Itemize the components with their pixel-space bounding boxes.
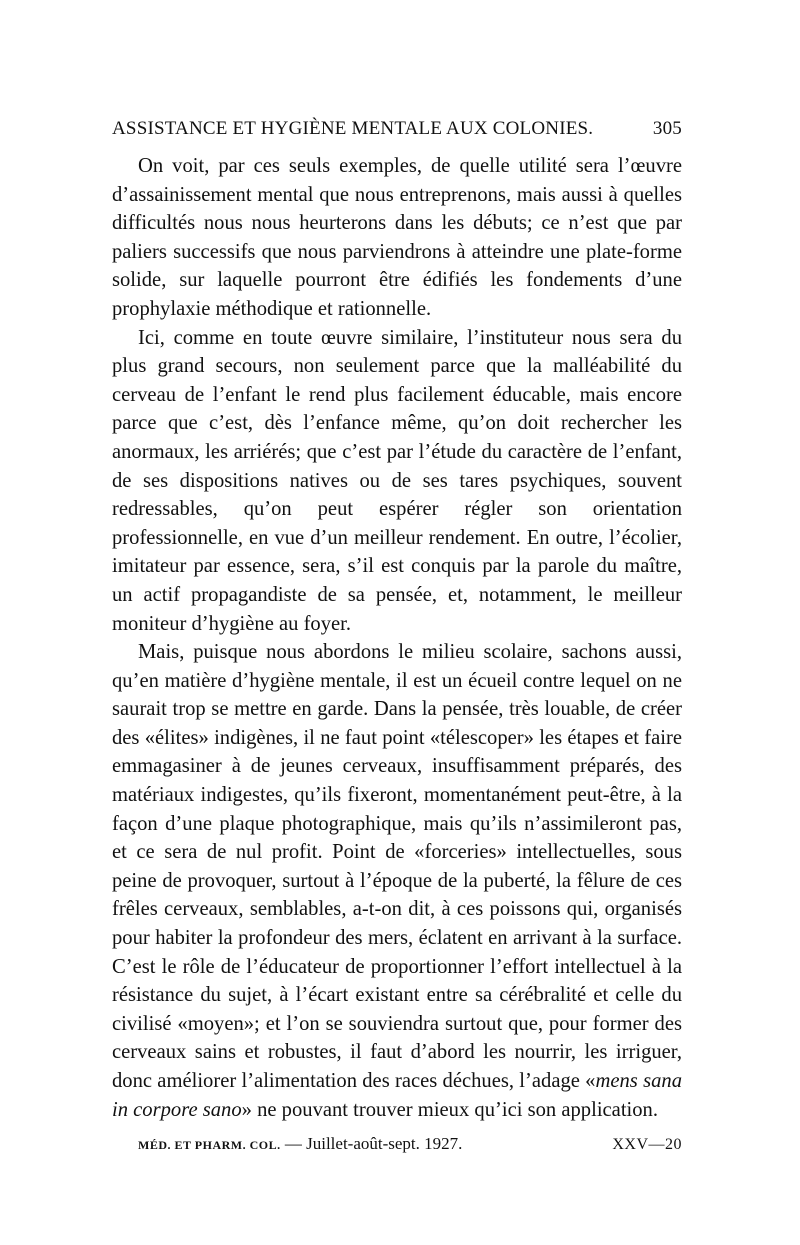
body-text xyxy=(112,152,682,1124)
paragraph: On voit, par ces seuls exemples, de quelle utilité sera l’œuvre d’assainissement mental que nous entreprenons, mais aussi à quelles difficultés nous nous heurterons dans les débuts; ce n’est que par paliers successifs que nous parviendrons à atteindre une plate-forme solide, sur laquelle pourront être édifiés les fondements d’une prophylaxie méthodique et rationnelle. xyxy=(112,155,682,320)
page-number: 305 xyxy=(652,118,682,139)
running-head xyxy=(112,118,682,140)
journal-abbrev: MÉD. ET PHARM. COL. xyxy=(138,1138,281,1153)
issue-date: Juillet-août-sept. 1927. xyxy=(306,1134,463,1154)
page-footer xyxy=(112,1134,682,1154)
closing-quote: » xyxy=(241,1098,252,1121)
signature-mark: XXV—20 xyxy=(612,1136,682,1154)
latin-quote: mens sana in corpore sano xyxy=(112,1070,682,1121)
footer-separator: — xyxy=(280,1134,307,1154)
paragraph-text: Mais, puisque nous abordons le milieu scolaire, sachons aussi, qu’en matière d’hygiène mentale, il est un écueil contre lequel on ne saurait trop se mettre en garde. Dans la pensée, très louable, de créer des «élites» indigènes, il ne faut point «télescoper» les étapes et faire emmagasiner à de jeunes cerveaux, insuffisamment préparés, des matériaux indigestes, qu’ils fixeront, momentanément peut-être, à la façon d’une plaque photographique, mais qu’ils n’assimileront pas, et ce sera de nul profit. Point de «forceries» intellectuelles, sous peine de provoquer, surtout à l’époque de la puberté, la fêlure de ces frêles cerveaux, semblables, a-t-on dit, à ces poissons qui, organisés pour habiter la profondeur des mers, éclatent en arrivant à la surface. C’est le rôle de l’éducateur de proportionner l’effort intellectuel à la résistance du sujet, à l’écart existant entre sa cérébralité et celle du civilisé «moyen»; et l’on se souviendra surtout que, pour former des cerveaux sains et robustes, il faut d’abord les nourrir, les irriguer, donc améliorer l’alimentation des races déchues, l’adage « xyxy=(112,641,682,1092)
running-title: ASSISTANCE ET HYGIÈNE MENTALE AUX COLONIES. xyxy=(112,118,594,139)
paragraph: Ici, comme en toute œuvre similaire, l’instituteur nous sera du plus grand secours, non seulement parce que la malléabilité du cerveau de l’enfant le rend plus facilement éducable, mais encore parce que c’est, dès l’enfance même, qu’on doit rechercher les anormaux, les arriérés; que c’est par l’étude du caractère de l’enfant, de ses dispositions natives ou de ses tares psychiques, souvent redressables, qu’on peut espérer régler son orientation professionnelle, en vue d’un meilleur rendement. En outre, l’écolier, imitateur par essence, sera, s’il est conquis par la parole du maître, un actif propagandiste de sa pensée, et, notamment, le meilleur moniteur d’hygiène au foyer. xyxy=(112,326,682,635)
paragraph-ending: ne pouvant trouver mieux qu’ici son application. xyxy=(251,1098,659,1121)
paragraph-last xyxy=(112,638,682,1124)
document-page xyxy=(112,118,682,1154)
footer-citation xyxy=(138,1134,462,1154)
